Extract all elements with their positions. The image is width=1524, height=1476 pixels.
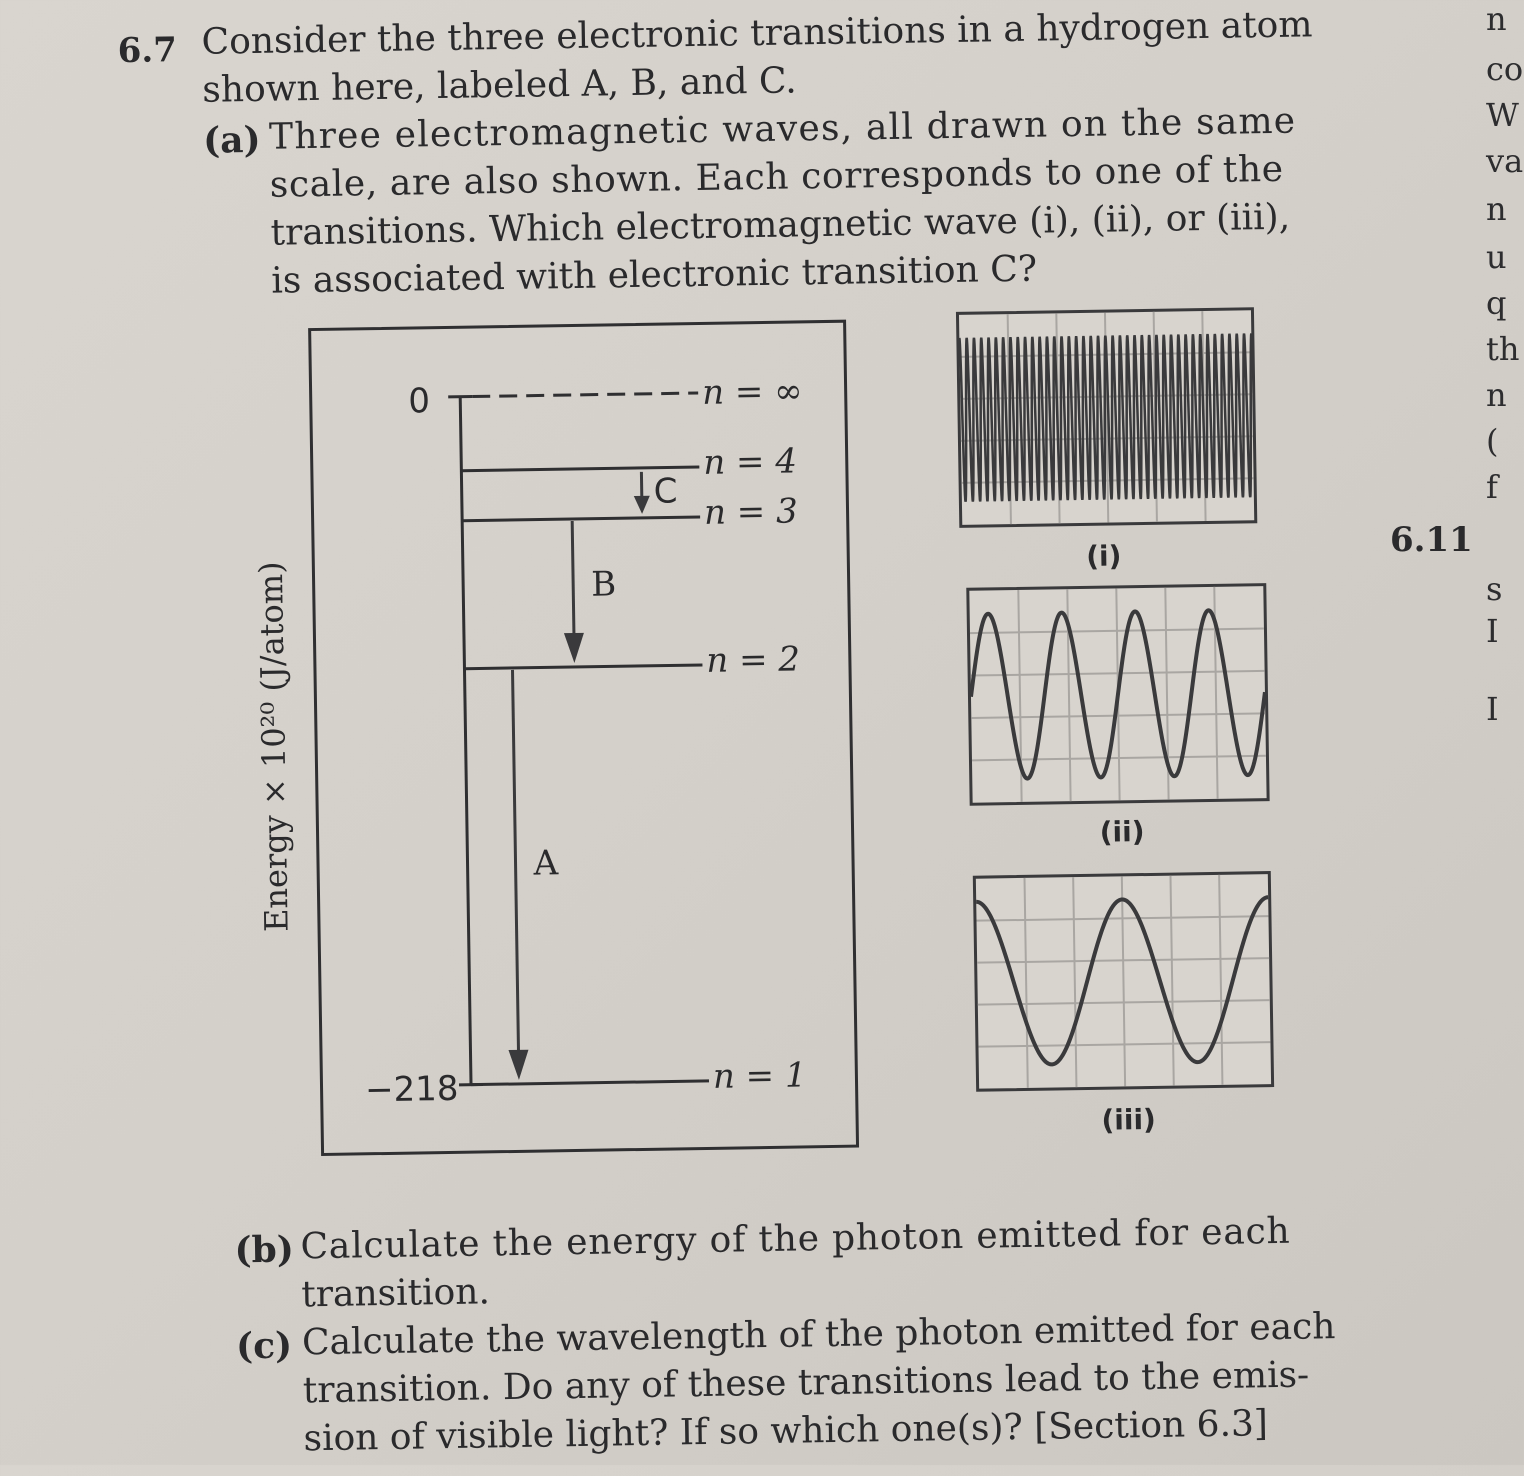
wave-iii-box <box>973 871 1274 1092</box>
part-a-label: (a) <box>203 119 261 162</box>
side-fragment: n <box>1486 376 1507 414</box>
arrow-a-head <box>508 1050 528 1080</box>
level-n1-line <box>471 1081 709 1085</box>
level-n-inf-label: n = ∞ <box>702 371 803 413</box>
energy-level-diagram <box>308 320 859 1156</box>
side-fragment: q <box>1486 284 1506 322</box>
level-n4-line <box>461 467 699 471</box>
grid-line-vertical <box>1073 877 1076 1087</box>
wave-ii-plot <box>969 586 1266 803</box>
arrow-a-shaft <box>513 670 519 1058</box>
side-fragment: s <box>1486 570 1502 608</box>
level-n3-line <box>462 517 700 521</box>
grid-line-vertical <box>1219 875 1222 1085</box>
arrow-b-head <box>564 633 584 663</box>
part-a-line-3: transitions. Which electromagnetic wave (i), (ii), or (iii), <box>270 197 1290 254</box>
wave-i-plot <box>959 310 1254 525</box>
next-problem-number: 6.11 <box>1390 520 1473 560</box>
grid-line-vertical <box>1122 876 1125 1086</box>
grid-line-vertical <box>1170 876 1173 1086</box>
y-axis-label: Energy × 10²⁰ (J/atom) <box>252 556 298 937</box>
wave-grid <box>976 874 1271 1089</box>
level-n4-label: n = 4 <box>703 441 797 482</box>
part-a-line-4: is associated with electronic transition C? <box>271 249 1037 302</box>
grid-line-vertical <box>1025 878 1028 1088</box>
intro-line-2: shown here, labeled A, B, and C. <box>202 60 797 110</box>
part-b-line-1: Calculate the energy of the photon emitted for each <box>300 1211 1291 1268</box>
part-c-label: (c) <box>236 1324 293 1367</box>
level-n2-line <box>464 665 702 669</box>
transition-b-label: B <box>591 564 617 604</box>
wave-iii-plot <box>976 874 1271 1089</box>
tick-label-top: 0 <box>408 381 430 421</box>
energy-axis <box>460 397 471 1085</box>
level-n1-label: n = 1 <box>713 1055 807 1096</box>
side-fragment: va <box>1486 142 1523 180</box>
side-fragment: I <box>1486 690 1499 728</box>
part-c-line-1: Calculate the wavelength of the photon emitted for each <box>302 1306 1336 1363</box>
wave-ii-box <box>966 583 1269 806</box>
level-n-inf-line <box>472 393 698 397</box>
side-fragment: co <box>1486 50 1523 88</box>
level-n3-label: n = 3 <box>704 491 798 532</box>
side-fragment: f <box>1486 468 1498 506</box>
side-fragment: I <box>1486 612 1499 650</box>
part-c-line-2: transition. Do any of these transitions lead to the emis- <box>302 1355 1309 1412</box>
side-fragment: th <box>1486 330 1519 368</box>
wave-ii-label: (ii) <box>1062 814 1183 849</box>
arrow-c-head <box>634 496 650 514</box>
wave-i-label: (i) <box>1044 539 1165 574</box>
transition-c-label: C <box>653 471 677 511</box>
part-a-line-1: Three electromagnetic waves, all drawn on the same <box>269 101 1297 158</box>
part-c-line-3: sion of visible light? If so which one(s)? [Section 6.3] <box>303 1403 1268 1459</box>
side-fragment: n <box>1486 0 1507 38</box>
intro-line-1: Consider the three electronic transitions in a hydrogen atom <box>201 4 1312 62</box>
part-a-line-2: scale, are also shown. Each corresponds to one of the <box>270 149 1284 206</box>
arrow-b-shaft <box>572 521 574 643</box>
wave-i-box <box>956 307 1257 528</box>
part-b-label: (b) <box>234 1228 294 1271</box>
side-fragment: n <box>1486 190 1507 228</box>
side-fragment: W <box>1486 96 1519 134</box>
transition-a-label: A <box>533 843 558 883</box>
level-n2-label: n = 2 <box>706 639 800 680</box>
side-fragment: u <box>1486 238 1507 276</box>
part-b-line-2: transition. <box>301 1271 490 1315</box>
tick-label-bottom: −218 <box>365 1069 459 1110</box>
problem-number: 6.7 <box>117 30 177 71</box>
wave-iii-label: (iii) <box>1068 1102 1189 1137</box>
side-fragment: ( <box>1486 422 1498 460</box>
